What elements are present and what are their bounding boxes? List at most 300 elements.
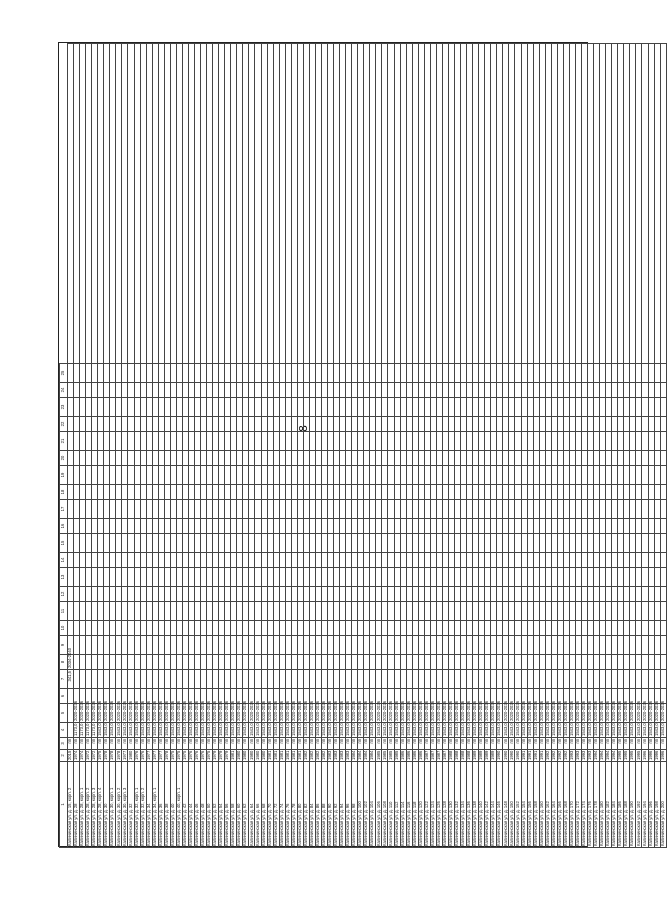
- table-cell: 1982: [302, 750, 308, 760]
- table-cell: пп: [557, 738, 563, 750]
- table-cell: Калининская ул. д. 54: [219, 762, 225, 848]
- table-cell: 1978: [163, 750, 169, 760]
- table-cell: 1543,0: [581, 723, 587, 736]
- table-cell: пп: [581, 738, 587, 750]
- column-header: 22: [60, 417, 68, 432]
- table-cell: 1543,0: [351, 723, 357, 736]
- table-cell: Калининская ул. д. 40: [170, 762, 176, 848]
- table-cell: 2020-2026: [254, 700, 260, 721]
- table-cell: 1543,0: [109, 723, 115, 736]
- table-cell: пп: [164, 738, 170, 750]
- table-cell: 1991: [532, 750, 538, 760]
- table-cell: 1978: [115, 750, 121, 760]
- table-cell: 1543,0: [254, 723, 260, 736]
- table-cell: 2020-2026: [417, 700, 423, 721]
- table-cell: 2020-2026: [79, 700, 85, 721]
- table-cell: пп: [74, 738, 80, 750]
- table-cell: 1981: [272, 750, 278, 760]
- table-cell: 2020-2026: [188, 700, 194, 721]
- table-cell: 2020-2026: [73, 700, 79, 721]
- table-cell: 1543,0: [605, 723, 611, 736]
- table-cell: Калининская ул. д. 126: [436, 762, 442, 848]
- column-header: 9: [60, 636, 68, 655]
- table-cell: 1989: [490, 750, 496, 760]
- table-cell: пп: [213, 738, 219, 750]
- table-cell: 1543,0: [611, 723, 617, 736]
- table-cell: Калининская ул. д. 92: [334, 762, 340, 848]
- table-cell: 1543,0: [212, 723, 218, 736]
- table-cell: Калининская ул. д. 32: [128, 762, 134, 848]
- table-cell: 1984: [369, 750, 375, 760]
- table-cell: 2020-2026: [641, 700, 647, 721]
- table-cell: пп: [575, 738, 581, 750]
- table-cell: 1543,0: [532, 723, 538, 736]
- table-cell: 2020-2026: [175, 700, 181, 721]
- table-cell: 1543,0: [127, 723, 133, 736]
- table-cell: 2020-2026: [272, 700, 278, 721]
- table-cell: [660, 568, 666, 587]
- table-cell: Калининская ул. д. 136: [467, 762, 473, 848]
- column-number-row: [60, 44, 68, 848]
- table-cell: пп: [364, 738, 370, 750]
- table-cell: 1543,0: [242, 723, 248, 736]
- table-cell: 1543,0: [151, 723, 157, 736]
- table-cell: 1980: [254, 750, 260, 760]
- table-cell: пп: [388, 738, 394, 750]
- table-cell: пп: [358, 738, 364, 750]
- table-cell: 2020-2026: [133, 700, 139, 721]
- table-cell: 1984: [357, 750, 363, 760]
- table-cell: Калининская ул. д. 44: [188, 762, 194, 848]
- table-cell: Калининская ул. д. 114: [400, 762, 406, 848]
- table-cell: пп: [255, 738, 261, 750]
- table-cell: Калининская ул. д. 30, корп. 2: [116, 762, 122, 848]
- table-cell: пп: [98, 738, 104, 750]
- table-cell: 1543,0: [200, 723, 206, 736]
- table-cell: 1987: [429, 750, 435, 760]
- table-cell: 2020-2026: [454, 700, 460, 721]
- table-cell: 1975: [97, 750, 103, 760]
- column-header: 17: [60, 500, 68, 519]
- table-cell: пп: [321, 738, 327, 750]
- table-cell: Калининская ул. д. 40, корп. 1: [176, 762, 182, 848]
- column-header: 23: [60, 398, 68, 417]
- table-cell: 1990: [514, 750, 520, 760]
- table-cell: Калининская ул. д. 72: [273, 762, 279, 848]
- table-cell: 2020-2026: [599, 700, 605, 721]
- table-cell: пп: [376, 738, 382, 750]
- table-cell: пп: [273, 738, 279, 750]
- column-header: 19: [60, 466, 68, 485]
- table-cell: пп: [618, 738, 624, 750]
- table-cell: 2020-2026: [103, 700, 109, 721]
- table-cell: Калининская ул. д. 74: [279, 762, 285, 848]
- table-cell: Калининская ул. д. 70: [267, 762, 273, 848]
- table-cell: 1543,0: [121, 723, 127, 736]
- table-cell: 2020-2026: [514, 700, 520, 721]
- table-cell: 1992: [550, 750, 556, 760]
- table-cell: Калининская ул. д. 134: [461, 762, 467, 848]
- table-cell: 2020-2026: [508, 700, 514, 721]
- table-cell: 1982: [309, 750, 314, 760]
- table-cell: 1978: [109, 750, 115, 760]
- table-cell: 1543,0: [157, 723, 163, 736]
- table-cell: 1990: [496, 750, 502, 760]
- table-cell: 1543,0: [484, 723, 490, 736]
- table-cell: Калининская ул. д. 30, корп. 3: [122, 762, 128, 848]
- table-cell: 1543,0: [635, 723, 641, 736]
- table-cell: Калининская ул. д. 68: [261, 762, 267, 848]
- table-cell: 1543,0: [163, 723, 169, 736]
- table-cell: 1543,0: [387, 723, 393, 736]
- table-cell: 1543,0: [423, 723, 429, 736]
- table-cell: Калининская ул. д. 78: [291, 762, 297, 848]
- table-cell: Калининская ул. д. 86: [315, 762, 321, 848]
- table-cell: пп: [80, 738, 86, 750]
- table-cell: 1985: [375, 750, 381, 760]
- table-cell: 1543,0: [575, 723, 581, 736]
- table-cell: пп: [68, 738, 74, 750]
- table-cell: 1988: [466, 750, 472, 760]
- table-cell: 2020-2026: [315, 700, 321, 721]
- table-cell: 1981: [230, 750, 236, 760]
- table-cell: 1543,0: [315, 723, 321, 736]
- table-cell: пп: [630, 738, 636, 750]
- table-cell: 1994: [593, 750, 599, 760]
- table-cell: 1543,0: [593, 723, 599, 736]
- table-cell: 1543,0: [466, 723, 472, 736]
- table-cell: 1173,0: [91, 723, 97, 736]
- table-cell: 2020-2026: [623, 700, 629, 721]
- table-cell: 1543,0: [218, 723, 224, 736]
- table-cell: пп: [152, 738, 158, 750]
- table-cell: 2020-2026: [532, 700, 538, 721]
- table-cell: 1996: [659, 750, 665, 760]
- table-cell: Калининская ул. д. 140: [479, 762, 485, 848]
- table-cell: 1992: [562, 750, 568, 760]
- column-header: 12: [60, 587, 68, 602]
- table-cell: 1972: [91, 750, 97, 760]
- table-cell: 1543,0: [97, 723, 103, 736]
- table-cell: 1990: [508, 750, 514, 760]
- table-cell: 1977: [121, 750, 127, 760]
- table-cell: пп: [315, 738, 321, 750]
- table-cell: пп: [243, 738, 249, 750]
- column-header: 10: [60, 621, 68, 636]
- table-cell: пп: [606, 738, 612, 750]
- column-header: 21: [60, 432, 68, 451]
- table-cell: 1543,0: [296, 723, 302, 736]
- table-cell: 1543,0: [478, 723, 484, 736]
- table-cell: пп: [497, 738, 503, 750]
- column-header: 25: [60, 364, 68, 383]
- table-cell: [660, 44, 666, 364]
- table-cell: 1543,0: [653, 723, 659, 736]
- column-header: 6: [60, 689, 68, 704]
- table-cell: 1543,0: [569, 723, 575, 736]
- table-cell: 2020-2026: [248, 700, 254, 721]
- table-cell: Калининская ул. д. 28, корп. 2: [86, 762, 92, 848]
- table-cell: 2020-2026: [260, 700, 266, 721]
- table-cell: пп: [370, 738, 376, 750]
- column-header: 11: [60, 602, 68, 621]
- table-cell: 1996: [641, 750, 647, 760]
- table-cell: 1981: [284, 750, 290, 760]
- table-cell: 1543,0: [454, 723, 460, 736]
- table-cell: [660, 417, 666, 432]
- table-cell: пп: [104, 738, 110, 750]
- table-cell: пп: [219, 738, 225, 750]
- table-cell: 2020-2026: [538, 700, 544, 721]
- table-cell: 1543,0: [623, 723, 629, 736]
- table-cell: [660, 670, 666, 689]
- table-cell: пп: [340, 738, 346, 750]
- table-cell: 341,5: [68, 670, 74, 689]
- table-cell: Калининская ул. д. 156: [527, 762, 533, 848]
- table-cell: [660, 636, 666, 655]
- table-cell: Калининская ул. д. 122: [424, 762, 430, 848]
- table-cell: 1975: [175, 750, 181, 760]
- table-cell: пп: [569, 738, 575, 750]
- table-cell: Калининская ул. д. 66: [255, 762, 261, 848]
- table-cell: 1543,0: [472, 723, 478, 736]
- table-cell: 2020-2026: [393, 700, 399, 721]
- table-cell: 1987: [442, 750, 448, 760]
- table-cell: 2020-2026: [296, 700, 302, 721]
- table-cell: Калининская ул. д. 30: [104, 762, 110, 848]
- table-cell: Калининская ул. д. 154: [521, 762, 527, 848]
- table-cell: 1543,0: [647, 723, 653, 736]
- table-cell: 1974: [79, 750, 85, 760]
- table-cell: пп: [279, 738, 285, 750]
- table-cell: Калининская ул. д. 170: [569, 762, 575, 848]
- table-cell: 2020-2026: [321, 700, 327, 721]
- table-cell: пп: [170, 738, 176, 750]
- table-cell: 1543,0: [103, 723, 109, 736]
- table-cell: 2020-2026: [472, 700, 478, 721]
- table-cell: Калининская ул. д. 144: [491, 762, 497, 848]
- table-cell: 1995: [629, 750, 635, 760]
- table-cell: 1977: [157, 750, 163, 760]
- table-cell: Калининская ул. д. 28, корп. 3: [92, 762, 98, 848]
- table-cell: 1975: [169, 750, 175, 760]
- table-cell: Калининская ул. д. 62: [243, 762, 249, 848]
- table-cell: пп: [503, 738, 509, 750]
- table-cell: 1543,0: [363, 723, 369, 736]
- table-cell: Калининская ул. д. 48: [201, 762, 207, 848]
- table-cell: 1543,0: [375, 723, 381, 736]
- table-cell: 1994: [599, 750, 605, 760]
- table-cell: Калининская ул. д. 90: [328, 762, 334, 848]
- table-cell: пп: [406, 738, 412, 750]
- table-cell: 2020-2026: [339, 700, 345, 721]
- table-cell: Калининская ул. д. 104: [370, 762, 376, 848]
- table-cell: 1981: [296, 750, 302, 760]
- table-cell: пп: [660, 738, 666, 750]
- table-cell: 1543,0: [587, 723, 593, 736]
- table-cell: 2020-2026: [115, 700, 121, 721]
- table-cell: 2020-2026: [345, 700, 351, 721]
- table-cell: 1994: [605, 750, 611, 760]
- table-cell: 2020-2026: [369, 700, 375, 721]
- table-cell: 1543,0: [266, 723, 272, 736]
- table-cell: 1543,0: [284, 723, 290, 736]
- table-cell: 1543,0: [508, 723, 514, 736]
- table-cell: 1985: [393, 750, 399, 760]
- table-cell: пп: [140, 738, 146, 750]
- table-cell: 1980: [242, 750, 248, 760]
- table-cell: 1543,0: [188, 723, 194, 736]
- table-cell: пп: [509, 738, 515, 750]
- column-header: 4: [60, 723, 68, 738]
- table-cell: 1543,0: [460, 723, 466, 736]
- table-cell: 1543,0: [393, 723, 399, 736]
- table-cell: 2020-2026: [327, 700, 333, 721]
- table-cell: 1543,0: [345, 723, 351, 736]
- table-cell: пп: [158, 738, 164, 750]
- table-cell: 2020-2026: [357, 700, 363, 721]
- table-cell: 2020-2026: [569, 700, 575, 721]
- table-cell: пп: [515, 738, 521, 750]
- table-cell: 2020-2026: [562, 700, 568, 721]
- table-cell: 2020-2026: [182, 700, 188, 721]
- table-cell: 2020-2026: [587, 700, 593, 721]
- table-cell: Калининская ул. д. 80: [297, 762, 303, 848]
- table-cell: 1974: [73, 750, 79, 760]
- table-cell: 1543,0: [496, 723, 502, 736]
- table-cell: 1543,0: [169, 723, 175, 736]
- table-cell: Калининская ул. д. 28, корп. 4: [98, 762, 104, 848]
- table-cell: 1543,0: [248, 723, 254, 736]
- table-cell: 2020-2026: [635, 700, 641, 721]
- table-cell: 2020-2026: [169, 700, 175, 721]
- table-cell: 2020-2026: [575, 700, 581, 721]
- table-cell: пп: [225, 738, 231, 750]
- table-cell: Калининская ул. д. 52: [213, 762, 219, 848]
- column-header: 16: [60, 519, 68, 534]
- table-cell: 2020-2026: [544, 700, 550, 721]
- table-cell: 1985: [381, 750, 387, 760]
- table-cell: 1993: [587, 750, 593, 760]
- table-cell: 1980: [127, 750, 133, 760]
- table-cell: пп: [479, 738, 485, 750]
- table-cell: 1986: [411, 750, 417, 760]
- table-cell: 1987: [423, 750, 429, 760]
- column-header: 8: [60, 655, 68, 670]
- table-cell: пп: [394, 738, 400, 750]
- table-cell: 1543,0: [538, 723, 544, 736]
- table-cell: Калининская ул. д. 198: [654, 762, 660, 848]
- table-cell: Калининская ул. д. 184: [612, 762, 618, 848]
- table-cell: Калининская ул. д. 186: [618, 762, 624, 848]
- table-cell: 1543,0: [133, 723, 139, 736]
- table-cell: 1995: [623, 750, 629, 760]
- table-cell: 1990: [502, 750, 508, 760]
- table-cell: 2020-2026: [466, 700, 472, 721]
- table-cell: 1983: [339, 750, 345, 760]
- table-cell: Калининская ул. д. 118: [412, 762, 418, 848]
- table-cell: 1980: [248, 750, 254, 760]
- table-cell: пп: [201, 738, 207, 750]
- table-cell: 2020-2026: [278, 700, 284, 721]
- table-cell: [660, 553, 666, 568]
- table-cell: 1981: [266, 750, 272, 760]
- table-cell: Калининская ул. д. 152: [515, 762, 521, 848]
- table-cell: 1543,0: [520, 723, 526, 736]
- table-cell: 1543,0: [544, 723, 550, 736]
- table-cell: 1543,0: [659, 723, 665, 736]
- table-cell: 1995: [635, 750, 641, 760]
- table-cell: Калининская ул. д. 108: [382, 762, 388, 848]
- table-cell: 1995: [617, 750, 623, 760]
- table-cell: пп: [612, 738, 618, 750]
- table-cell: 1991: [538, 750, 544, 760]
- table-cell: 2020-2026: [593, 700, 599, 721]
- table-cell: 2020-2026: [236, 700, 242, 721]
- table-cell: 1979: [218, 750, 224, 760]
- table-cell: Калининская ул. д. 194: [642, 762, 648, 848]
- table-cell: пп: [231, 738, 237, 750]
- table-cell: пп: [188, 738, 194, 750]
- table-cell: Калининская ул. д. 34, корп. 1: [152, 762, 158, 848]
- table-cell: 1543,0: [327, 723, 333, 736]
- table-cell: 1989: [472, 750, 478, 760]
- table-cell: 2020-2026: [363, 700, 369, 721]
- table-cell: пп: [382, 738, 388, 750]
- table-cell: Калининская ул. д. 50: [207, 762, 213, 848]
- table-cell: 2020-2026: [581, 700, 587, 721]
- table-cell: [660, 500, 666, 519]
- table-cell: 2020-2026: [484, 700, 490, 721]
- table-cell: 1983: [333, 750, 339, 760]
- table-cell: Калининская ул. д. 30, корп. 1: [110, 762, 116, 848]
- table-cell: пп: [430, 738, 436, 750]
- table-cell: 1543,0: [333, 723, 339, 736]
- table-cell: 1976: [133, 750, 139, 760]
- table-cell: Калининская ул. д. 138: [473, 762, 479, 848]
- table-cell: 2020-2026: [151, 700, 157, 721]
- table-cell: 1543,0: [442, 723, 448, 736]
- table-cell: 2020-2026: [375, 700, 381, 721]
- table-cell: 2020-2026: [290, 700, 296, 721]
- table-cell: 2020-2026: [526, 700, 532, 721]
- table-cell: пп: [545, 738, 551, 750]
- column-header: 7: [60, 670, 68, 689]
- table-cell: 2020-2026: [266, 700, 272, 721]
- column-header: 14: [60, 553, 68, 568]
- table-cell: Калининская ул. д. 132: [455, 762, 461, 848]
- table-cell: Калининская ул. д. 76: [285, 762, 291, 848]
- table-cell: 1988: [460, 750, 466, 760]
- table-cell: [660, 485, 666, 500]
- table-cell: 1543,0: [260, 723, 266, 736]
- table-cell: 2020-2026: [127, 700, 133, 721]
- table-cell: 1173,0: [79, 723, 85, 736]
- table-cell: 1543,0: [490, 723, 496, 736]
- table-cell: 1992: [544, 750, 550, 760]
- table-cell: 2020-2026: [429, 700, 435, 721]
- table-cell: Калининская ул. д. 160: [539, 762, 545, 848]
- table-cell: 2020-2026: [91, 700, 97, 721]
- table-cell: 2020-2026: [647, 700, 653, 721]
- table-cell: 1543,0: [339, 723, 345, 736]
- table-cell: 2015: [67, 750, 73, 760]
- column-header: 24: [60, 383, 68, 398]
- table-cell: 2020-2026: [442, 700, 448, 721]
- table-cell: пп: [527, 738, 533, 750]
- table-cell: пп: [636, 738, 642, 750]
- table-cell: 2020-2026: [520, 700, 526, 721]
